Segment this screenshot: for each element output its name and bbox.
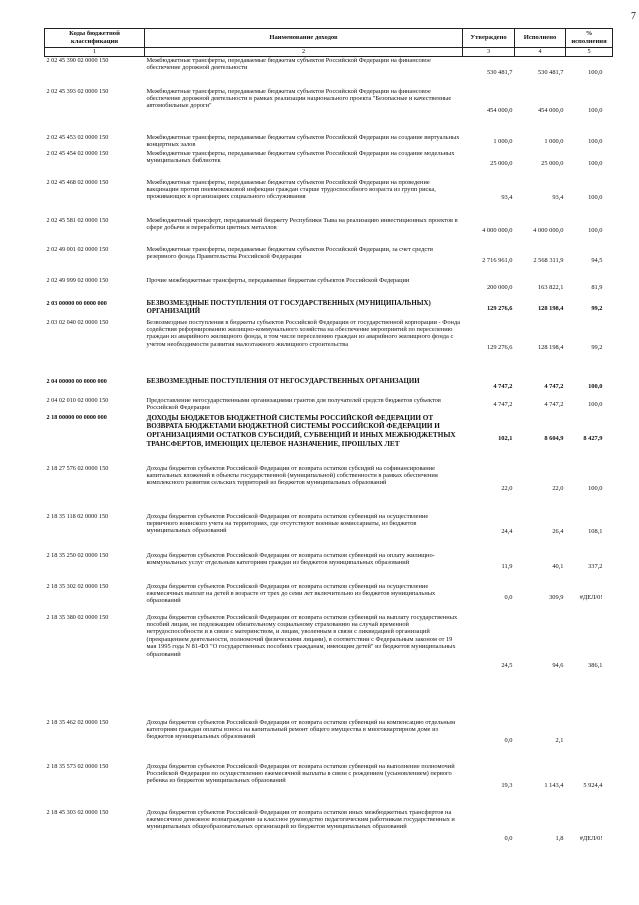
row-percent: 337,2 (588, 563, 603, 571)
row-percent: 100,0 (588, 193, 603, 201)
row-name: БЕЗВОЗМЕЗДНЫЕ ПОСТУПЛЕНИЯ ОТ ГОСУДАРСТВЕННЫХ (МУНИЦИПАЛЬНЫХ) ОРГАНИЗАЦИЙ (146, 299, 431, 315)
table-row (45, 134, 613, 150)
column-number: 1 (45, 48, 145, 57)
row-code: 2 18 00000 00 0000 000 (46, 413, 107, 421)
table-row (45, 319, 613, 378)
table-body (45, 57, 613, 870)
table-row (45, 57, 613, 88)
row-approved: 24,4 (501, 528, 513, 536)
row-percent: 8 427,9 (583, 435, 603, 443)
row-percent: 100,0 (588, 383, 603, 391)
row-code: 2 02 45 390 02 0000 150 (46, 57, 109, 64)
row-code: 2 04 00000 00 0000 000 (46, 377, 107, 385)
table-row (45, 179, 613, 217)
table-row (45, 397, 613, 414)
row-name: Межбюджетные трансферты, передаваемые бюджетам субъектов Российской Федерации на проведение вакцинации против пневмококковой инфекции граждан старше трудоспособного возраста из групп риска, проживающих в организациях социального обслуживания (146, 178, 436, 201)
column-number-row (45, 48, 613, 57)
revenue-table (44, 28, 613, 870)
row-percent: 100,0 (588, 484, 603, 492)
row-percent: 108,1 (588, 528, 603, 536)
row-percent: 94,5 (591, 257, 603, 265)
row-name: Доходы бюджетов субъектов Российской Федерации от возврата остатков субвенций на осуществление первичного воинского учета на территориях, где отсутствуют военные комиссариаты, из бюджетов муниципальных образований (146, 512, 429, 535)
row-name: Предоставление негосударственными организациями грантов для получателей средств бюджетов субъектов Российской Федерации (146, 396, 441, 411)
table-row (45, 465, 613, 513)
header-name: Наименование доходов (145, 29, 463, 48)
row-code: 2 18 35 573 02 0000 150 (46, 762, 109, 770)
row-name: Доходы бюджетов субъектов Российской Федерации от возврата остатков субвенций на выплату государственных пособий лицам, не подлежащим обязательному социальному страхованию на случай временной нетрудоспособности и в связи с материнством, и лицам, уволенным в связи с ликвидацией организаций (прекращением деятельности, полномочий физическими лицами), в соответствии с Федеральным законом от 19 мая 1995 года N 81-ФЗ "О государственных пособиях гражданам, имеющим детей" из бюджетов муниципальных образований (146, 613, 458, 658)
row-percent: 100,0 (588, 401, 603, 409)
row-percent: 100,0 (588, 227, 603, 235)
row-percent: 386,1 (588, 662, 603, 670)
row-approved: 4 747,2 (493, 383, 513, 391)
row-executed: 1,8 (555, 835, 564, 843)
row-approved: 454 000,0 (486, 106, 513, 114)
table-row (45, 150, 613, 179)
row-name: Доходы бюджетов субъектов Российской Федерации от возврата остатков субвенций на выполнение полномочий Российской Федерации по осуществлению ежемесячной выплаты в связи с рождением (усыновлением) первого ребенка из бюджетов муниципальных образований (146, 762, 455, 785)
row-approved: 102,1 (498, 435, 513, 443)
row-percent: 99,2 (591, 305, 603, 313)
row-name: Доходы бюджетов субъектов Российской Федерации от возврата остатков иных межбюджетных трансфертов на ежемесячное денежное вознаграждение за классное руководство педагогическим работникам государственных и муниципальных общеобразовательных организаций из бюджетов муниципальных образований (146, 808, 455, 831)
row-executed: 530 481,7 (537, 68, 564, 76)
table-row (45, 277, 613, 300)
row-percent: 5 924,4 (583, 781, 603, 789)
table-row (45, 513, 613, 552)
row-percent: 100,0 (588, 137, 603, 145)
header-approved: Утверждено (463, 29, 515, 48)
row-code: 2 18 35 380 02 0000 150 (46, 613, 109, 621)
row-approved: 25 000,0 (490, 160, 513, 168)
table-row (45, 378, 613, 397)
row-name: Прочие межбюджетные трансферты, передаваемые бюджетам субъектов Российской Федерации (146, 276, 410, 284)
row-executed: 163 822,1 (537, 284, 564, 292)
row-code: 2 18 45 303 02 0000 150 (46, 808, 109, 816)
row-executed: 4 747,2 (544, 383, 564, 391)
row-approved: 19,3 (501, 781, 513, 789)
column-number: 5 (566, 48, 613, 57)
table-row (45, 763, 613, 809)
row-executed: 128 198,4 (537, 344, 564, 352)
row-approved: 4 747,2 (493, 401, 513, 409)
table-row (45, 552, 613, 583)
header-executed: Исполнено (515, 29, 566, 48)
row-executed: 128 198,4 (537, 305, 564, 313)
table-row (45, 583, 613, 614)
row-name: Доходы бюджетов субъектов Российской Федерации от возврата остатков субвенций на осуществление ежемесячных выплат на детей в возрасте от трех до семи лет включительно из бюджетов муниципальных образований (146, 582, 436, 605)
row-executed: 1 143,4 (544, 781, 564, 789)
header-code: Коды бюджетной классификации (45, 29, 145, 48)
table-row (45, 217, 613, 246)
row-approved: 530 481,7 (486, 68, 513, 76)
row-approved: 4 000 000,0 (482, 227, 513, 235)
table-row (45, 300, 613, 319)
column-number: 4 (515, 48, 566, 57)
row-approved: 129 276,6 (486, 305, 513, 313)
row-code: 2 18 35 462 02 0000 150 (46, 718, 109, 726)
row-approved: 0,0 (504, 835, 513, 843)
row-code: 2 02 45 468 02 0000 150 (46, 178, 109, 186)
row-name: ДОХОДЫ БЮДЖЕТОВ БЮДЖЕТНОЙ СИСТЕМЫ РОССИЙСКОЙ ФЕДЕРАЦИИ ОТ ВОЗВРАТА БЮДЖЕТАМИ БЮДЖЕТНОЙ СИСТЕМЫ РОССИЙСКОЙ ФЕДЕРАЦИИ И ОРГАНИЗАЦИЯМИ ОСТАТКОВ СУБСИДИЙ, СУБВЕНЦИЙ И ИНЫХ МЕЖБЮДЖЕТНЫХ ТРАНСФЕРТОВ, ИМЕЮЩИХ ЦЕЛЕВОЕ НАЗНАЧЕНИЕ, ПРОШЛЫХ ЛЕТ (146, 413, 456, 449)
row-executed: 454 000,0 (537, 106, 564, 114)
row-percent: #ДЕЛ/0! (579, 594, 603, 602)
row-executed: 2 568 311,9 (533, 257, 564, 265)
row-name: Межбюджетные трансферты, передаваемые бюджетам субъектов Российской Федерации на создание модельных муниципальных библиотек (146, 149, 455, 164)
row-name: Межбюджетный трансферт, передаваемый бюджету Республики Тыва на реализацию инвестиционных проектов в сфере добычи и переработки цветных металлов (146, 216, 458, 231)
row-approved: 200 000,0 (486, 284, 513, 292)
row-name: Межбюджетные трансферты, передаваемые бюджетам субъектов Российской Федерации на финансовое обеспечение дорожной деятельности (146, 57, 431, 72)
row-executed: 25 000,0 (541, 160, 564, 168)
row-code: 2 04 02 010 02 0000 150 (46, 396, 109, 404)
column-number: 2 (145, 48, 463, 57)
column-number: 3 (463, 48, 515, 57)
row-executed: 2,1 (555, 736, 564, 744)
row-percent: 100,0 (588, 68, 603, 76)
row-approved: 11,9 (501, 563, 513, 571)
row-executed: 40,1 (552, 563, 564, 571)
row-executed: 93,4 (552, 193, 564, 201)
table-row (45, 614, 613, 719)
row-code: 2 18 35 250 02 0000 150 (46, 551, 109, 559)
row-code: 2 18 27 576 02 0000 150 (46, 464, 109, 472)
row-approved: 24,5 (501, 662, 513, 670)
row-executed: 4 747,2 (544, 401, 564, 409)
row-code: 2 02 45 454 02 0000 150 (46, 149, 109, 157)
row-code: 2 02 45 581 02 0000 150 (46, 216, 109, 224)
row-percent: 100,0 (588, 106, 603, 114)
row-executed: 26,4 (552, 528, 564, 536)
row-code: 2 02 45 453 02 0000 150 (46, 133, 109, 141)
row-executed: 4 000 000,0 (533, 227, 564, 235)
row-code: 2 02 49 001 02 0000 150 (46, 245, 109, 253)
table-row (45, 809, 613, 870)
table-row (45, 414, 613, 465)
row-name: Межбюджетные трансферты, передаваемые бюджетам субъектов Российской Федерации, за счет средств резервного фонда Правительства Российской Федерации (146, 245, 433, 260)
row-approved: 0,0 (504, 594, 513, 602)
row-approved: 0,0 (504, 736, 513, 744)
row-percent: 81,9 (591, 284, 603, 292)
row-code: 2 02 49 999 02 0000 150 (46, 276, 109, 284)
row-name: Доходы бюджетов субъектов Российской Федерации от возврата остатков субвенций на оплату жилищно-коммунальных услуг отдельным категориям граждан из бюджетов муниципальных образований (146, 551, 435, 566)
row-code: 2 03 00000 00 0000 000 (46, 299, 107, 307)
row-approved: 2 716 961,0 (482, 257, 513, 265)
row-name: Межбюджетные трансферты, передаваемые бюджетам субъектов Российской Федерации на создание виртуальных концертных залов (146, 133, 460, 148)
row-executed: 8 604,9 (544, 435, 564, 443)
row-percent: #ДЕЛ/0! (579, 835, 603, 843)
row-executed: 1 000,0 (544, 137, 564, 145)
row-approved: 1 000,0 (493, 137, 513, 145)
table-row (45, 88, 613, 134)
row-percent: 99,2 (591, 344, 603, 352)
row-name: Доходы бюджетов субъектов Российской Федерации от возврата остатков субсидий на софинансирование капитальных вложений в объекты государственной (муниципальной) собственности в рамках обеспечения комплексного развития сельских территорий из бюджетов муниципальных образований (146, 464, 438, 487)
row-percent (566, 719, 613, 763)
row-name: Безвозмездные поступления в бюджеты субъектов Российской Федерации от государственной корпорации - Фонда содействия реформированию жилищно-коммунального хозяйства на обеспечение мероприятий по переселению граждан из аварийного жилищного фонда, в том числе переселению граждан из аварийного жилищного фонда с учетом необходимости развития малоэтажного жилищного строительства (146, 318, 461, 348)
row-code: 2 18 35 302 02 0000 150 (46, 582, 109, 590)
row-executed: 309,9 (549, 594, 564, 602)
table-row (45, 719, 613, 763)
row-code: 2 02 45 393 02 0000 150 (46, 87, 109, 95)
row-approved: 129 276,6 (486, 344, 513, 352)
row-name: Доходы бюджетов субъектов Российской Федерации от возврата остатков субвенций на компенсацию отдельным категориям граждан оплаты взноса на капитальный ремонт общего имущества в многоквартирном доме из бюджетов муниципальных образований (146, 718, 456, 741)
row-executed: 94,6 (552, 662, 564, 670)
row-approved: 93,4 (501, 193, 513, 201)
row-percent: 100,0 (588, 160, 603, 168)
row-name: БЕЗВОЗМЕЗДНЫЕ ПОСТУПЛЕНИЯ ОТ НЕГОСУДАРСТВЕННЫХ ОРГАНИЗАЦИЙ (146, 377, 420, 385)
row-name: Межбюджетные трансферты, передаваемые бюджетам субъектов Российской Федерации на финансовое обеспечение дорожной деятельности в рамках реализации национального проекта "Безопасные и качественные автомобильные дороги" (146, 87, 452, 110)
row-executed: 22,0 (552, 484, 564, 492)
row-approved: 22,0 (501, 484, 513, 492)
row-code: 2 03 02 040 02 0000 150 (46, 318, 109, 326)
row-code: 2 18 35 118 02 0000 150 (46, 512, 109, 520)
header-percent: % исполнения (566, 29, 613, 48)
page-number: 7 (631, 11, 636, 22)
table-row (45, 246, 613, 277)
table-header-row (45, 29, 613, 48)
